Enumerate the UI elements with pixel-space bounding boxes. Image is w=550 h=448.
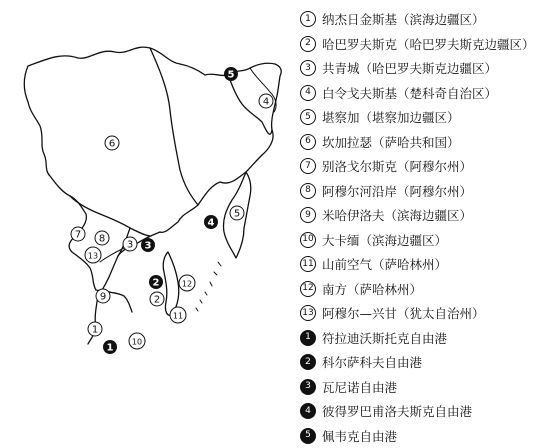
legend-row-free-port bbox=[300, 326, 548, 351]
legend-row-free-port bbox=[300, 399, 548, 424]
legend-text: 阿穆尔—兴甘（犹太自治州） bbox=[322, 304, 485, 322]
legend-row-free-port bbox=[300, 375, 548, 400]
legend-marker: 12 bbox=[300, 281, 316, 297]
legend-row-region bbox=[300, 301, 548, 326]
legend bbox=[300, 7, 548, 448]
legend-marker: 10 bbox=[300, 232, 316, 248]
legend-row-region bbox=[300, 56, 548, 81]
map-marker-5 bbox=[230, 206, 244, 220]
legend-marker: 13 bbox=[300, 305, 316, 321]
map-marker-10 bbox=[129, 333, 145, 349]
legend-row-region bbox=[300, 228, 548, 253]
legend-text: 米哈伊洛夫（滨海边疆区） bbox=[322, 206, 472, 224]
port-marker-label: 5 bbox=[228, 70, 235, 81]
legend-marker: 4 bbox=[300, 403, 316, 419]
legend-marker: 3 bbox=[300, 60, 316, 76]
legend-text: 阿穆尔河沿岸（阿穆尔州） bbox=[322, 182, 472, 200]
map-marker-label: 10 bbox=[132, 338, 142, 347]
port-marker-1 bbox=[103, 340, 117, 354]
legend-marker: 2 bbox=[300, 354, 316, 370]
legend-marker: 3 bbox=[300, 379, 316, 395]
legend-text: 科尔萨科夫自由港 bbox=[322, 353, 422, 371]
legend-marker: 5 bbox=[300, 109, 316, 125]
map-marker-label: 5 bbox=[234, 209, 240, 220]
map-marker-11 bbox=[170, 307, 186, 323]
map-marker-4 bbox=[259, 94, 273, 108]
legend-row-free-port bbox=[300, 424, 548, 448]
port-marker-label: 1 bbox=[107, 343, 114, 354]
map-marker-9 bbox=[96, 289, 110, 303]
legend-row-region bbox=[300, 154, 548, 179]
map-marker-3 bbox=[123, 237, 137, 251]
legend-marker: 6 bbox=[300, 134, 316, 150]
port-marker-5 bbox=[224, 67, 238, 81]
legend-row-region bbox=[300, 179, 548, 204]
port-marker-3 bbox=[141, 238, 155, 252]
river bbox=[100, 248, 124, 262]
map-marker-12 bbox=[179, 275, 195, 291]
legend-text: 共青城（哈巴罗夫斯克边疆区） bbox=[322, 59, 497, 77]
legend-text: 瓦尼诺自由港 bbox=[322, 378, 397, 396]
legend-row-free-port bbox=[300, 350, 548, 375]
port-marker-label: 3 bbox=[145, 241, 152, 252]
map-marker-label: 9 bbox=[100, 292, 106, 303]
map-marker-label: 12 bbox=[182, 280, 192, 289]
port-marker-4 bbox=[204, 215, 218, 229]
map-marker-label: 6 bbox=[109, 139, 115, 150]
legend-text: 别洛戈尔斯克（阿穆尔州） bbox=[322, 157, 472, 175]
map-marker-1 bbox=[88, 322, 102, 336]
legend-marker: 1 bbox=[300, 330, 316, 346]
legend-marker: 9 bbox=[300, 207, 316, 223]
legend-marker: 4 bbox=[300, 85, 316, 101]
legend-text: 堪察加（堪察加边疆区） bbox=[322, 108, 460, 126]
map-marker-label: 11 bbox=[173, 312, 183, 321]
legend-text: 坎加拉瑟（萨哈共和国） bbox=[322, 133, 460, 151]
legend-row-region bbox=[300, 203, 548, 228]
map-marker-6 bbox=[105, 136, 119, 150]
map-marker-label: 8 bbox=[99, 234, 105, 245]
legend-row-region bbox=[300, 252, 548, 277]
map-marker-label: 3 bbox=[127, 240, 133, 251]
map-marker-13 bbox=[85, 247, 101, 263]
legend-text: 彼得罗巴甫洛夫斯克自由港 bbox=[322, 402, 472, 420]
boundary-yakutia-east bbox=[150, 48, 198, 205]
open-markers bbox=[71, 94, 273, 349]
map-marker-label: 1 bbox=[92, 325, 98, 336]
legend-text: 大卡缅（滨海边疆区） bbox=[322, 231, 447, 249]
legend-marker: 8 bbox=[300, 183, 316, 199]
map-marker-label: 4 bbox=[263, 97, 269, 108]
map-marker-8 bbox=[95, 231, 109, 245]
port-marker-2 bbox=[149, 275, 163, 289]
legend-text: 白令戈夫斯基（楚科奇自治区） bbox=[322, 84, 497, 102]
sakhalin-outline bbox=[163, 252, 179, 315]
map-marker-label: 7 bbox=[75, 230, 81, 241]
legend-row-region bbox=[300, 277, 548, 302]
map-marker-label: 13 bbox=[88, 252, 98, 261]
legend-text: 符拉迪沃斯托克自由港 bbox=[322, 329, 447, 347]
port-marker-label: 4 bbox=[208, 218, 215, 229]
legend-row-region bbox=[300, 105, 548, 130]
legend-row-region bbox=[300, 130, 548, 155]
kuril-islands bbox=[196, 262, 221, 311]
map-marker-7 bbox=[71, 227, 85, 241]
legend-marker: 7 bbox=[300, 158, 316, 174]
legend-marker: 2 bbox=[300, 36, 316, 52]
port-marker-label: 2 bbox=[153, 278, 160, 289]
legend-text: 纳杰日金斯基（滨海边疆区） bbox=[322, 10, 485, 28]
legend-row-region bbox=[300, 81, 548, 106]
legend-text: 南方（萨哈林州） bbox=[322, 280, 422, 298]
map-marker-label: 2 bbox=[154, 295, 160, 306]
legend-row-region bbox=[300, 32, 548, 57]
legend-text: 山前空气（萨哈林州） bbox=[322, 255, 447, 273]
legend-text: 佩韦克自由港 bbox=[322, 427, 397, 445]
legend-marker: 5 bbox=[300, 428, 316, 444]
legend-row-region bbox=[300, 7, 548, 32]
legend-marker: 11 bbox=[300, 256, 316, 272]
legend-marker: 1 bbox=[300, 11, 316, 27]
map-marker-2 bbox=[150, 292, 164, 306]
legend-text: 哈巴罗夫斯克（哈巴罗夫斯克边疆区） bbox=[322, 35, 535, 53]
